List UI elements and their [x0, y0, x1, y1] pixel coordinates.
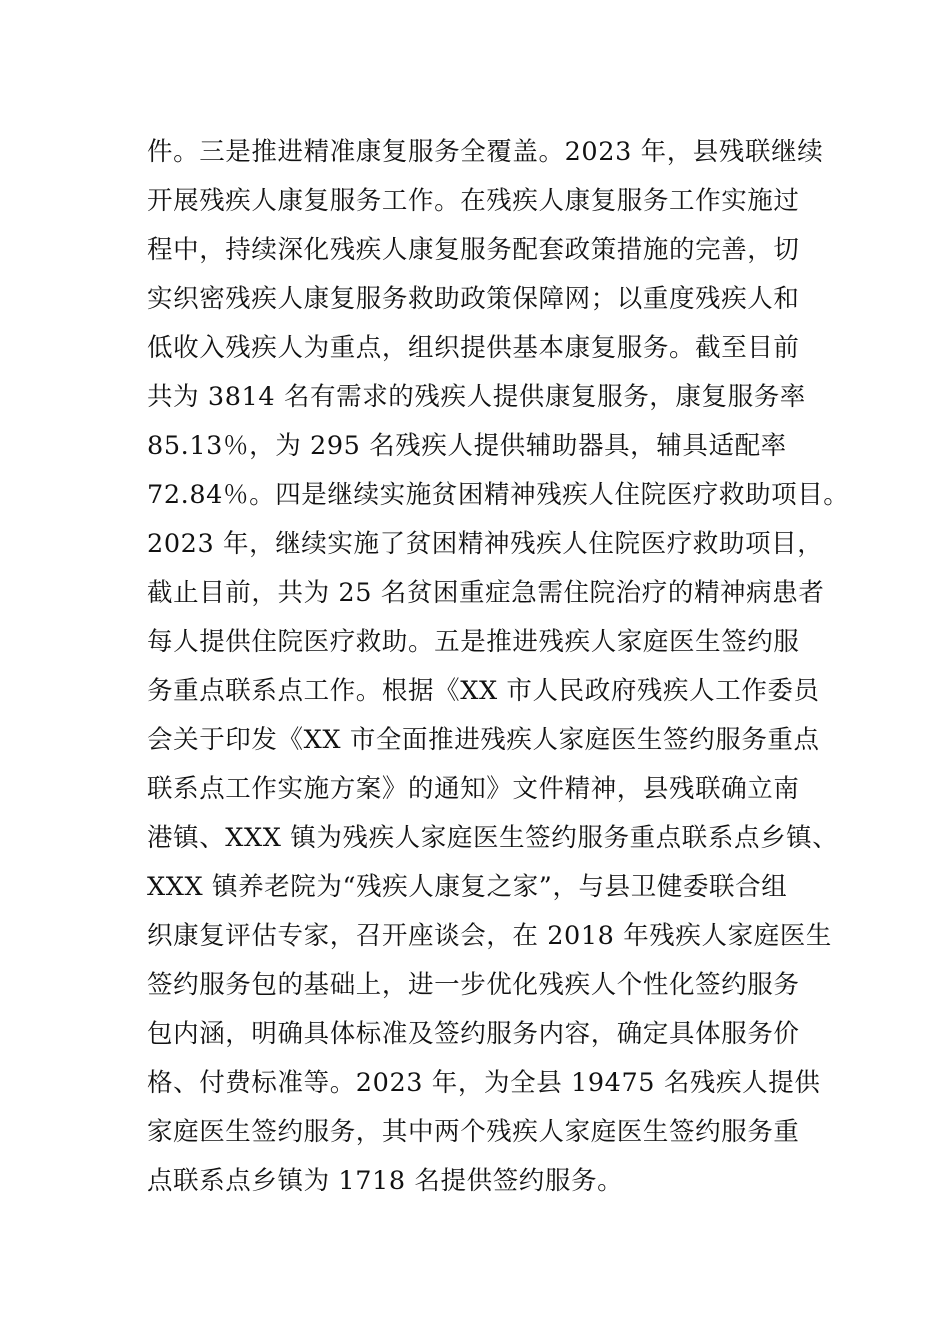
text-line: 格、付费标准等。2023 年，为全县 19475 名残疾人提供: [147, 1068, 821, 1098]
text-line: 85.13％，为 295 名残疾人提供辅助器具，辅具适配率: [147, 431, 787, 461]
text-line: 共为 3814 名有需求的残疾人提供康复服务，康复服务率: [147, 382, 806, 412]
text-line: 程中，持续深化残疾人康复服务配套政策措施的完善，切: [147, 235, 800, 265]
text-line: 港镇、XXX 镇为残疾人家庭医生签约服务重点联系点乡镇、: [147, 823, 839, 853]
text-line: 72.84％。四是继续实施贫困精神残疾人住院医疗救助项目。: [147, 480, 850, 510]
text-line: 联系点工作实施方案》的通知》文件精神，县残联确立南: [147, 774, 800, 804]
text-line: 家庭医生签约服务，其中两个残疾人家庭医生签约服务重: [147, 1117, 800, 1147]
text-line: 每人提供住院医疗救助。五是推进残疾人家庭医生签约服: [147, 627, 800, 657]
body-paragraph: [147, 128, 850, 1206]
text-line: 开展残疾人康复服务工作。在残疾人康复服务工作实施过: [147, 186, 800, 216]
text-line: 务重点联系点工作。根据《XX 市人民政府残疾人工作委员: [147, 676, 820, 706]
text-line: 包内涵，明确具体标准及签约服务内容，确定具体服务价: [147, 1019, 800, 1049]
text-line: 点联系点乡镇为 1718 名提供签约服务。: [147, 1166, 624, 1196]
text-line: 低收入残疾人为重点，组织提供基本康复服务。截至目前: [147, 333, 800, 363]
text-line: 2023 年，继续实施了贫困精神残疾人住院医疗救助项目，: [147, 529, 824, 559]
text-line: 会关于印发《XX 市全面推进残疾人家庭医生签约服务重点: [147, 725, 820, 755]
text-line: 截止目前，共为 25 名贫困重症急需住院治疗的精神病患者: [147, 578, 825, 608]
text-line: 签约服务包的基础上，进一步优化残疾人个性化签约服务: [147, 970, 800, 1000]
text-line: 实织密残疾人康复服务救助政策保障网；以重度残疾人和: [147, 284, 800, 314]
text-line: XXX 镇养老院为“残疾人康复之家”，与县卫健委联合组: [147, 872, 788, 902]
text-line: 件。三是推进精准康复服务全覆盖。2023 年，县残联继续: [147, 137, 824, 167]
text-line: 织康复评估专家，召开座谈会，在 2018 年残疾人家庭医生: [147, 921, 833, 951]
